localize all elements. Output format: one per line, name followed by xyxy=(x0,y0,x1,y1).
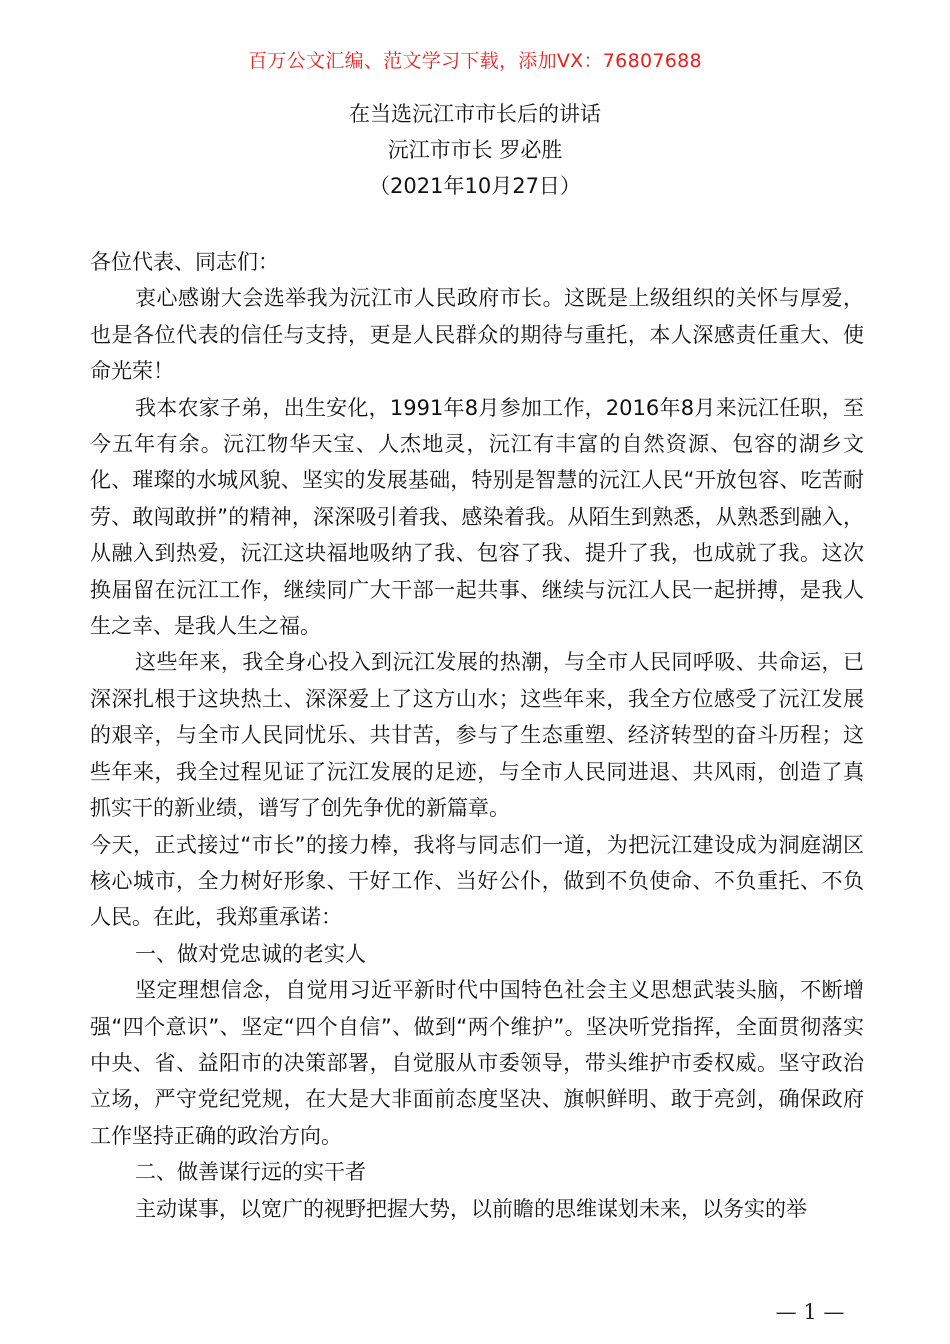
speech-date: （2021年10月27日） xyxy=(369,174,581,198)
header-banner: 百万公文汇编、范文学习下载，添加VX：76807688 xyxy=(248,50,702,72)
page-number: — 1 — xyxy=(775,1300,845,1324)
salutation: 各位代表、同志们： xyxy=(90,250,279,274)
paragraph: 衷心感谢大会选举我为沅江市人民政府市长。这既是上级组织的关怀与厚爱，也是各位代表的信任与支持，更是人民群众的期待与重托，本人深感责任重大、使命光荣！ xyxy=(90,286,864,384)
paragraph: 今天，正式接过“市长”的接力棒，我将与同志们一道，为把沅江建设成为洞庭湖区核心城市，全力树好形象、干好工作、当好公仆，做到不负使命、不负重托、不负人民。在此，我郑重承诺： xyxy=(90,832,864,930)
paragraph: 坚定理想信念，自觉用习近平新时代中国特色社会主义思想武装头脑，不断增强“四个意识”、坚定“四个自信”、做到“两个维护”。坚决听党指挥，全面贯彻落实中央、省、益阳市的决策部署，自觉服从市委领导，带头维护市委权威。坚守政治立场，严守党纪党规，在大是大非面前态度坚决、旗帜鲜明、敢于亮剑，确保政府工作坚持正确的政治方向。 xyxy=(90,978,864,1148)
paragraph: 主动谋事，以宽广的视野把握大势，以前瞻的思维谋划未来，以务实的举 xyxy=(135,1196,807,1221)
paragraph: 这些年来，我全身心投入到沅江发展的热潮，与全市人民同呼吸、共命运，已深深扎根于这块热土、深深爱上了这方山水；这些年来，我全方位感受了沅江发展的艰辛，与全市人民同忧乐、共甘苦，参与了生态重塑、经济转型的奋斗历程；这些年来，我全过程见证了沅江发展的足迹，与全市人民同进退、共风雨，创造了真抓实干的新业绩，谱写了创先争优的新篇章。 xyxy=(90,650,864,821)
speech-title: 在当选沅江市市长后的讲话 xyxy=(349,102,601,126)
paragraph: 我本农家子弟，出生安化，1991年8月参加工作，2016年8月来沅江任职，至今五年有余。沅江物华天宝、人杰地灵，沅江有丰富的自然资源、包容的湖乡文化、璀璨的水城风貌、坚实的发展基础，特别是智慧的沅江人民“开放包容、吃苦耐劳、敢闯敢拼”的精神，深深吸引着我、感染着我。从陌生到熟悉，从熟悉到融入，从融入到热爱，沅江这块福地吸纳了我、包容了我、提升了我，也成就了我。这次换届留在沅江工作，继续同广大干部一起共事、继续与沅江人民一起拼搏，是我人生之幸、是我人生之福。 xyxy=(90,395,864,639)
speech-body xyxy=(90,244,864,1227)
speaker-line: 沅江市市长 罗必胜 xyxy=(387,138,563,162)
title-block xyxy=(0,96,950,204)
section-heading: 一、做对党忠诚的老实人 xyxy=(135,941,366,966)
section-heading: 二、做善谋行远的实干者 xyxy=(135,1160,366,1185)
